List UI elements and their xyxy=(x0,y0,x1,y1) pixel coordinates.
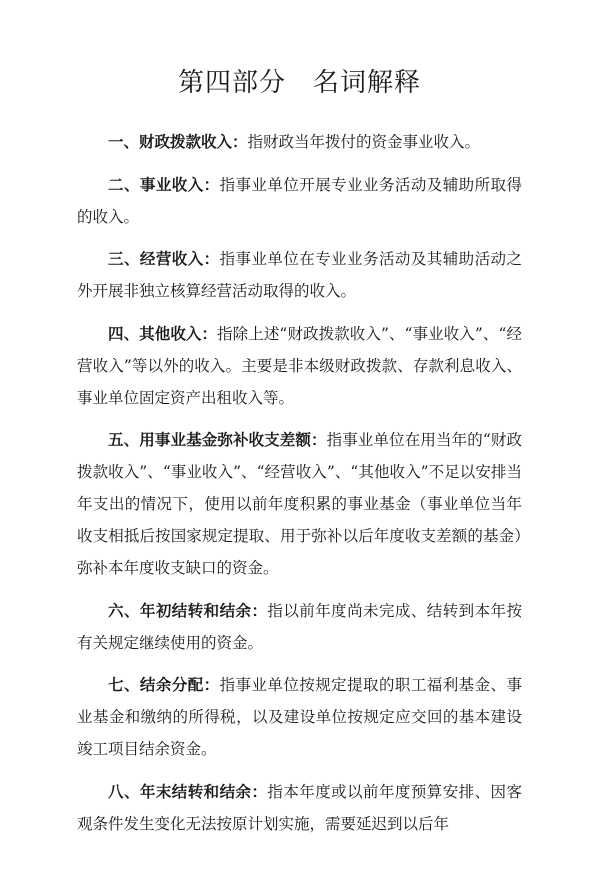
term-label: 二、事业收入： xyxy=(108,175,220,194)
term-definition: 指除上述“财政拨款收入”、“事业收入”、“经营收入”等以外的收入。主要是非本级财政拨款、存款利息收入、事业单位固定资产出租收入等。 xyxy=(77,324,522,407)
term-label: 三、经营收入： xyxy=(108,250,220,268)
definition-entry-2 xyxy=(77,169,522,233)
term-definition: 指事业单位按规定提取的职工福利基金、事业基金和缴纳的所得税，以及建设单位按规定应交回的基本建设竣工项目结余资金。 xyxy=(77,676,522,758)
definition-entry-5 xyxy=(77,424,522,584)
term-definition: 指事业单位在专业业务活动及其辅助活动之外开展非独立核算经营活动取得的收入。 xyxy=(77,250,522,300)
definition-entry-1 xyxy=(77,126,522,158)
definition-entry-3 xyxy=(77,243,522,307)
term-label: 六、年初结转和结余： xyxy=(108,601,268,620)
term-label: 四、其他收入： xyxy=(108,324,218,343)
term-definition: 指事业单位在用当年的“财政拨款收入”、“事业收入”、“经营收入”、“其他收入”不足以安排当年支出的情况下，使用以前年度积累的事业基金（事业单位当年收支相抵后按国家规定提取、用于弥补以后年度收支差额的基金）弥补本年度收支缺口的资金。 xyxy=(77,431,522,577)
term-definition: 指财政当年拨付的资金事业收入。 xyxy=(247,133,481,151)
definition-entry-4 xyxy=(77,318,522,414)
term-label: 八、年末结转和结余： xyxy=(108,782,268,801)
term-definition: 指事业单位开展专业业务活动及辅助所取得的收入。 xyxy=(77,175,522,226)
term-definition: 指本年度或以前年度预算安排、因客观条件发生变化无法按原计划实施，需要延迟到以后年 xyxy=(77,782,522,833)
page-title: 第四部分 名词解释 xyxy=(177,68,421,98)
term-definition: 指以前年度尚未完成、结转到本年按有关规定继续使用的资金。 xyxy=(77,601,522,652)
definition-entry-6 xyxy=(77,595,522,659)
term-label: 五、用事业基金弥补收支差额： xyxy=(108,431,327,449)
term-label: 一、财政拨款收入： xyxy=(108,133,248,151)
definition-entry-8 xyxy=(77,776,522,840)
term-label: 七、结余分配： xyxy=(108,676,220,694)
definition-entry-7 xyxy=(77,669,522,765)
